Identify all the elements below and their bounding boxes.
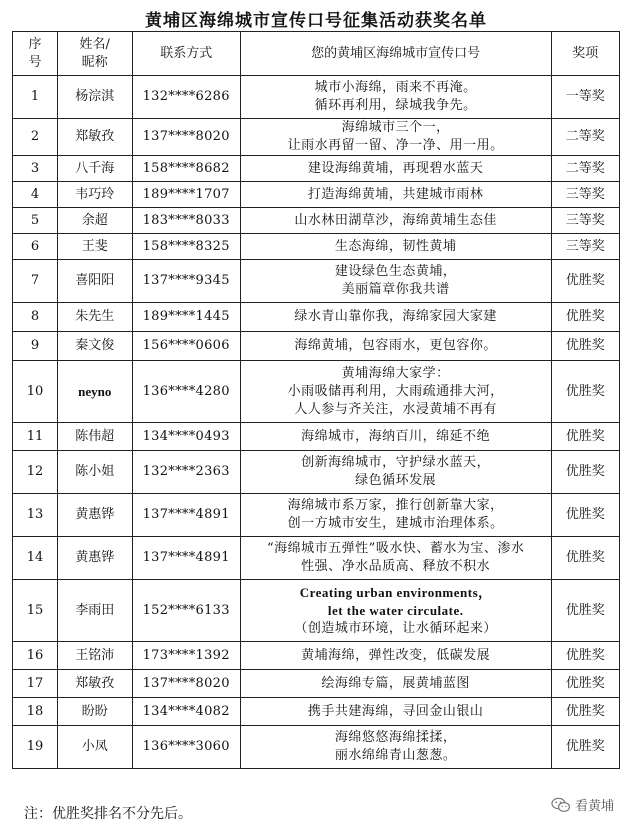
row-name: 朱先生 xyxy=(57,303,132,332)
row-name: 八千海 xyxy=(57,156,132,182)
table-row xyxy=(13,182,620,208)
slogan-line: 美丽篇章你我共谱 xyxy=(341,282,450,297)
watermark-text: 看黄埔 xyxy=(574,799,614,814)
row-number: 16 xyxy=(13,642,58,670)
row-award: 优胜奖 xyxy=(551,361,620,423)
slogan-line: 绘海绵专篇，展黄埔蓝图 xyxy=(321,675,470,691)
table-header-row xyxy=(13,32,620,76)
row-slogan xyxy=(240,119,551,156)
page-title: 黄埔区海绵城市宣传口号征集活动获奖名单 xyxy=(145,11,487,31)
row-slogan xyxy=(240,451,551,494)
row-award: 优胜奖 xyxy=(551,494,620,537)
row-number: 9 xyxy=(13,332,58,361)
slogan-line: 海绵城市，海纳百川，绵延不绝 xyxy=(301,428,491,444)
row-contact: 183****8033 xyxy=(132,208,240,234)
table-row xyxy=(13,361,620,423)
slogan-line: 生态海绵，韧性黄埔 xyxy=(334,238,457,254)
header-award: 奖项 xyxy=(551,32,620,76)
row-name: 李雨田 xyxy=(57,580,132,642)
row-name: 陈伟超 xyxy=(57,423,132,451)
slogan-line: 性强、净水品质高、释放不积水 xyxy=(301,559,491,574)
row-slogan xyxy=(240,303,551,332)
wechat-icon xyxy=(551,797,571,813)
row-name: neyno xyxy=(57,361,132,423)
table-body xyxy=(13,76,620,769)
slogan-line: 创一方城市安生，建城市治理体系。 xyxy=(287,516,504,531)
header-name-line2: 昵称 xyxy=(81,54,108,70)
row-number: 3 xyxy=(13,156,58,182)
header-no-line2: 号 xyxy=(28,54,42,70)
slogan-line: 循环再利用，绿城我争先。 xyxy=(314,98,477,113)
row-number: 7 xyxy=(13,260,58,303)
header-name xyxy=(57,32,132,76)
row-contact: 158****8682 xyxy=(132,156,240,182)
slogan-line: 海绵悠悠海绵揉揉， xyxy=(334,730,457,745)
table-row xyxy=(13,494,620,537)
row-name: 余超 xyxy=(57,208,132,234)
slogan-line: 创新海绵城市，守护绿水蓝天， xyxy=(301,455,491,470)
row-slogan xyxy=(240,670,551,698)
slogan-line: let the water circulate. xyxy=(327,602,464,618)
row-contact: 152****6133 xyxy=(132,580,240,642)
row-award: 二等奖 xyxy=(551,119,620,156)
row-slogan xyxy=(240,423,551,451)
table-row xyxy=(13,451,620,494)
row-contact: 173****1392 xyxy=(132,642,240,670)
row-name: 韦巧玲 xyxy=(57,182,132,208)
slogan-line: 海绵黄埔，包容雨水，更包容你。 xyxy=(294,338,497,353)
table-row xyxy=(13,208,620,234)
row-name: 杨淙淇 xyxy=(57,76,132,119)
row-number: 11 xyxy=(13,423,58,451)
row-slogan xyxy=(240,76,551,119)
watermark xyxy=(551,795,614,814)
row-award: 优胜奖 xyxy=(551,580,620,642)
table-row xyxy=(13,332,620,361)
row-number: 14 xyxy=(13,537,58,580)
table-row xyxy=(13,670,620,698)
row-contact: 158****8325 xyxy=(132,234,240,260)
row-number: 15 xyxy=(13,580,58,642)
row-award: 优胜奖 xyxy=(551,303,620,332)
row-contact: 136****3060 xyxy=(132,726,240,769)
row-name: 王斐 xyxy=(57,234,132,260)
row-number: 2 xyxy=(13,119,58,156)
slogan-line: 让雨水再留一留、净一净、用一用。 xyxy=(287,138,504,153)
slogan-line: 海绵城市系万家，推行创新靠大家， xyxy=(287,498,504,513)
row-contact: 156****0606 xyxy=(132,332,240,361)
row-slogan xyxy=(240,537,551,580)
row-name: 盼盼 xyxy=(57,698,132,726)
row-number: 13 xyxy=(13,494,58,537)
table-row xyxy=(13,119,620,156)
table-row xyxy=(13,698,620,726)
row-award: 优胜奖 xyxy=(551,537,620,580)
row-contact: 137****8020 xyxy=(132,119,240,156)
row-contact: 189****1707 xyxy=(132,182,240,208)
row-number: 12 xyxy=(13,451,58,494)
slogan-line: 绿色循环发展 xyxy=(355,473,437,488)
row-number: 6 xyxy=(13,234,58,260)
row-award: 优胜奖 xyxy=(551,726,620,769)
row-number: 10 xyxy=(13,361,58,423)
row-slogan xyxy=(240,580,551,642)
row-number: 8 xyxy=(13,303,58,332)
footnote: 注：优胜奖排名不分先后。 xyxy=(24,806,192,822)
table-row xyxy=(13,580,620,642)
slogan-line: “海绵城市五弹性”吸水快、蓄水为宝、渗水 xyxy=(267,541,525,556)
row-contact: 134****0493 xyxy=(132,423,240,451)
row-number: 17 xyxy=(13,670,58,698)
row-number: 1 xyxy=(13,76,58,119)
table-row xyxy=(13,642,620,670)
slogan-line: 黄埔海绵，弹性改变，低碳发展 xyxy=(301,647,491,663)
row-slogan xyxy=(240,234,551,260)
slogan-line: 人人参与齐关注，水浸黄埔不再有 xyxy=(294,401,497,417)
slogan-line: 小雨吸储再利用，大雨疏通排大河， xyxy=(287,383,504,399)
row-slogan xyxy=(240,208,551,234)
row-contact: 132****6286 xyxy=(132,76,240,119)
row-award: 优胜奖 xyxy=(551,642,620,670)
row-name: 郑敏孜 xyxy=(57,119,132,156)
slogan-line: Creating urban environments， xyxy=(299,584,492,600)
row-award: 三等奖 xyxy=(551,234,620,260)
slogan-line: 黄埔海绵大家学： xyxy=(341,365,450,381)
row-slogan xyxy=(240,156,551,182)
header-no xyxy=(13,32,58,76)
table-row xyxy=(13,234,620,260)
row-slogan xyxy=(240,494,551,537)
table-row xyxy=(13,726,620,769)
row-name: 秦文俊 xyxy=(57,332,132,361)
header-name-line1: 姓名/ xyxy=(79,36,110,52)
table-row xyxy=(13,537,620,580)
row-award: 优胜奖 xyxy=(551,423,620,451)
row-number: 18 xyxy=(13,698,58,726)
row-name: 喜阳阳 xyxy=(57,260,132,303)
row-slogan xyxy=(240,726,551,769)
awards-table xyxy=(12,31,620,769)
row-contact: 132****2363 xyxy=(132,451,240,494)
row-number: 19 xyxy=(13,726,58,769)
slogan-line: 建设绿色生态黄埔， xyxy=(334,264,457,279)
slogan-line: 绿水青山靠你我，海绵家园大家建 xyxy=(294,309,497,324)
row-contact: 189****1445 xyxy=(132,303,240,332)
row-award: 优胜奖 xyxy=(551,698,620,726)
slogan-line: 携手共建海绵，寻回金山银山 xyxy=(307,703,484,719)
slogan-line: 城市小海绵，雨来不再淹。 xyxy=(314,80,477,95)
table-row xyxy=(13,260,620,303)
slogan-line: 山水林田湖草沙，海绵黄埔生态佳 xyxy=(294,212,497,228)
table-row xyxy=(13,76,620,119)
row-name: 郑敏孜 xyxy=(57,670,132,698)
row-contact: 137****8020 xyxy=(132,670,240,698)
row-name: 王铭沛 xyxy=(57,642,132,670)
table-row xyxy=(13,423,620,451)
slogan-line: 丽水绵绵青山葱葱。 xyxy=(334,748,457,763)
row-award: 优胜奖 xyxy=(551,451,620,494)
slogan-line: 海绵城市三个一， xyxy=(341,120,450,135)
row-slogan xyxy=(240,361,551,423)
row-slogan xyxy=(240,260,551,303)
row-contact: 137****4891 xyxy=(132,537,240,580)
row-name: 小凤 xyxy=(57,726,132,769)
row-award: 三等奖 xyxy=(551,208,620,234)
header-no-line1: 序 xyxy=(28,36,42,52)
row-slogan xyxy=(240,182,551,208)
row-contact: 137****4891 xyxy=(132,494,240,537)
header-slogan: 您的黄埔区海绵城市宣传口号 xyxy=(240,32,551,76)
slogan-line: 打造海绵黄埔，共建城市雨林 xyxy=(307,186,484,202)
row-award: 优胜奖 xyxy=(551,260,620,303)
row-award: 三等奖 xyxy=(551,182,620,208)
header-contact: 联系方式 xyxy=(132,32,240,76)
row-name: 黄惠铧 xyxy=(57,537,132,580)
row-contact: 136****4280 xyxy=(132,361,240,423)
row-contact: 137****9345 xyxy=(132,260,240,303)
slogan-line: （创造城市环境，让水循环起来） xyxy=(294,620,497,636)
table-row xyxy=(13,156,620,182)
table-row xyxy=(13,303,620,332)
row-award: 二等奖 xyxy=(551,156,620,182)
row-number: 5 xyxy=(13,208,58,234)
row-name: 黄惠铧 xyxy=(57,494,132,537)
row-contact: 134****4082 xyxy=(132,698,240,726)
slogan-line: 建设海绵黄埔，再现碧水蓝天 xyxy=(307,160,484,176)
row-name: 陈小姐 xyxy=(57,451,132,494)
row-slogan xyxy=(240,642,551,670)
row-slogan xyxy=(240,698,551,726)
row-number: 4 xyxy=(13,182,58,208)
row-award: 优胜奖 xyxy=(551,670,620,698)
row-award: 一等奖 xyxy=(551,76,620,119)
row-slogan xyxy=(240,332,551,361)
row-award: 优胜奖 xyxy=(551,332,620,361)
